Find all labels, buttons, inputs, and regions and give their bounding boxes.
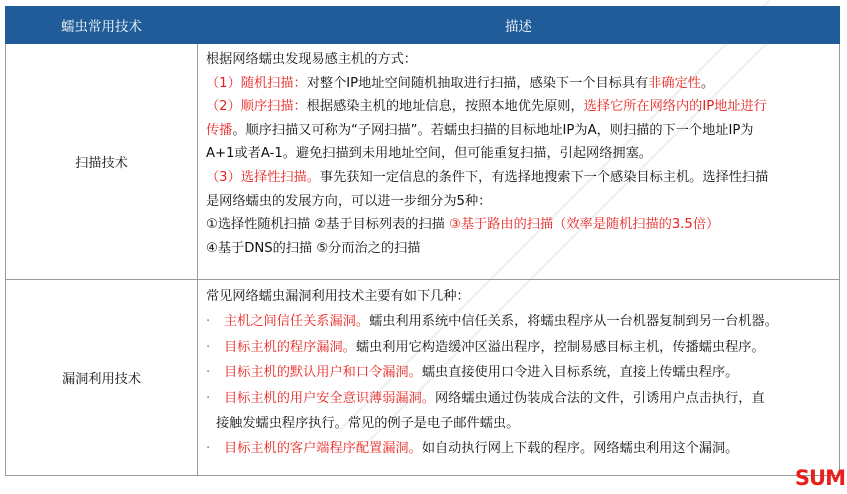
description-line <box>206 411 839 436</box>
highlight-text: 传播 <box>206 122 233 138</box>
text-segment: 是网络蠕虫的发展方向，可以进一步细分为5种： <box>206 193 492 209</box>
text-segment: A+1或者A-1。避免扫描到未用地址空间，但可能重复扫描，引起网络拥塞。 <box>206 146 652 162</box>
technique-description <box>198 44 840 280</box>
description-line <box>206 166 839 190</box>
technique-name: 漏洞利用技术 <box>6 280 198 476</box>
description-line <box>206 72 839 96</box>
bullet-icon: · <box>206 314 211 330</box>
bullet-icon: · <box>206 365 211 381</box>
table-row <box>6 44 840 280</box>
text-segment: 网络蠕虫通过伪装成合法的文件，引诱用户点击执行，直 <box>435 390 765 406</box>
text-segment: ①选择性随机扫描 ②基于目标列表的扫描 <box>206 217 450 233</box>
text-segment: 常见网络蠕虫漏洞利用技术主要有如下几种： <box>206 289 470 304</box>
description-line <box>206 213 839 237</box>
description-line <box>206 190 839 214</box>
text-segment: 对整个IP地址空间随机抽取进行扫描，感染下一个目标具有 <box>306 75 649 91</box>
text-segment: 蠕虫利用系统中信任关系，将蠕虫程序从一台机器复制到另一台机器。 <box>369 314 778 330</box>
description-line <box>206 386 839 411</box>
description-line <box>206 309 839 334</box>
description-line <box>206 237 839 261</box>
highlight-text: 目标主机的用户安全意识薄弱漏洞。 <box>224 390 435 406</box>
description-line <box>206 284 839 309</box>
header-description: 描述 <box>198 7 840 44</box>
text-segment: 蠕虫利用它构造缓冲区溢出程序，控制易感目标主机，传播蠕虫程序。 <box>355 339 765 355</box>
description-line <box>206 119 839 143</box>
description-line <box>206 436 839 461</box>
technique-name: 扫描技术 <box>6 44 198 280</box>
highlight-text: （2）顺序扫描： <box>206 99 307 115</box>
text-segment: 根据感染主机的地址信息，按照本地优先原则， <box>306 99 584 115</box>
table-header-row <box>6 7 840 44</box>
description-block <box>198 44 839 260</box>
table-row <box>6 280 840 476</box>
text-segment: 事先获知一定信息的条件下，有选择地搜索下一个感染目标主机。选择性扫描 <box>319 169 769 185</box>
text-segment: 根据网络蠕虫发现易感主机的方式： <box>206 52 417 67</box>
highlight-text: 选择它所在网络内的IP地址进行 <box>583 99 767 115</box>
text-segment: ④基于DNS的扫描 ⑤分而治之的扫描 <box>206 240 421 256</box>
description-line <box>206 360 839 385</box>
highlight-text: （1）随机扫描： <box>206 75 307 91</box>
header-technique: 蠕虫常用技术 <box>6 7 198 44</box>
bullet-icon: · <box>206 390 211 406</box>
technique-description <box>198 280 840 476</box>
text-segment: 。 <box>700 75 715 91</box>
description-line <box>206 48 839 72</box>
highlight-text: ③基于路由的扫描（效率是随机扫描的3.5倍） <box>449 217 720 233</box>
bullet-icon: · <box>206 441 211 457</box>
highlight-text: 目标主机的程序漏洞。 <box>224 339 356 355</box>
description-line <box>206 335 839 360</box>
text-segment: 接触发蠕虫程序执行。常见的例子是电子邮件蠕虫。 <box>216 415 520 431</box>
highlight-text: 目标主机的客户端程序配置漏洞。 <box>224 441 422 457</box>
highlight-text: 主机之间信任关系漏洞。 <box>224 314 370 330</box>
text-segment: 。顺序扫描又可称为“子网扫描”。若蠕虫扫描的目标地址IP为A，则扫描的下一个地址IP为 <box>232 122 754 138</box>
bullet-icon: · <box>206 339 211 355</box>
text-segment: 如自动执行网上下载的程序。网络蠕虫利用这个漏洞。 <box>421 441 739 457</box>
worm-techniques-table <box>5 6 840 476</box>
text-segment: 蠕虫直接使用口令进入目标系统，直接上传蠕虫程序。 <box>421 365 739 381</box>
brand-logo: SUM <box>794 466 845 490</box>
description-line <box>206 142 839 166</box>
highlight-text: 目标主机的默认用户和口令漏洞。 <box>224 365 422 381</box>
description-line <box>206 95 839 119</box>
highlight-text: 非确定性 <box>648 75 701 91</box>
description-block <box>198 280 839 462</box>
highlight-text: （3）选择性扫描。 <box>206 169 320 185</box>
